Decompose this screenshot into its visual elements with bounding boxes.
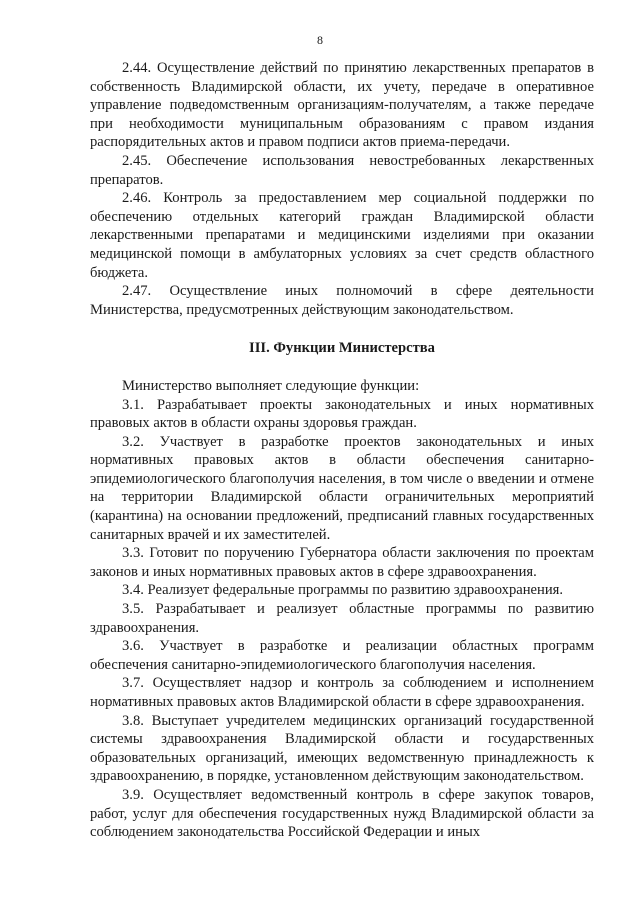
paragraph-2-44: 2.44. Осуществление действий по принятию лекарственных препаратов в собственность Владимирской области, их учету, передаче в оперативное управление подведомственным организациям-получателям, а также передаче при необходимости муниципальным образованиям с правом издания распорядительных актов и правом подписи актов приема-передачи. <box>90 60 594 151</box>
paragraph-3-2: 3.2. Участвует в разработке проектов законодательных и иных нормативных правовых актов в области обеспечения санитарно-эпидемиологического благополучия населения, в том числе о введении и отмене на территории Владимирской области ограничительных мероприятий (карантина) на основании предложений, предписаний главных государственных санитарных врачей и их заместителей. <box>90 433 594 543</box>
paragraph-2-45: 2.45. Обеспечение использования невостребованных лекарственных препаратов. <box>90 152 594 188</box>
section-heading: III. Функции Министерства <box>249 340 435 357</box>
document-body <box>90 59 594 842</box>
page-number: 8 <box>317 33 323 47</box>
paragraph-3-9: 3.9. Осуществляет ведомственный контроль в сфере закупок товаров, работ, услуг для обеспечения государственных нужд Владимирской области за соблюдением законодательства Российской Федерации и иных <box>90 786 594 841</box>
paragraph-intro: Министерство выполняет следующие функции: <box>122 377 420 394</box>
paragraph-2-47: 2.47. Осуществление иных полномочий в сфере деятельности Министерства, предусмотренных действующим законодательством. <box>90 283 594 318</box>
paragraph-3-6: 3.6. Участвует в разработке и реализации областных программ обеспечения санитарно-эпидемиологического благополучия населения. <box>90 638 594 673</box>
paragraph-3-8: 3.8. Выступает учредителем медицинских организаций государственной системы здравоохранения Владимирской области и государственных образовательных организаций, имеющих ведомственную принадлежность к здравоохранению, в порядке, установленном действующим законодательством. <box>90 712 594 785</box>
paragraph-2-46: 2.46. Контроль за предоставлением мер социальной поддержки по обеспечению отдельных категорий граждан Владимирской области лекарственными препаратами и медицинскими изделиями при оказании медицинской помощи в амбулаторных условиях за счет средств областного бюджета. <box>90 190 594 281</box>
paragraph-3-5: 3.5. Разрабатывает и реализует областные программы по развитию здравоохранения. <box>90 601 594 636</box>
paragraph-3-7: 3.7. Осуществляет надзор и контроль за соблюдением и исполнением нормативных правовых актов Владимирской области в сфере здравоохранения. <box>90 675 594 710</box>
paragraph-3-4: 3.4. Реализует федеральные программы по развитию здравоохранения. <box>122 582 563 599</box>
paragraph-3-1: 3.1. Разрабатывает проекты законодательных и иных нормативных правовых актов в области охраны здоровья граждан. <box>90 396 594 432</box>
paragraph-3-3: 3.3. Готовит по поручению Губернатора области заключения по проектам законов и иных нормативных правовых актов в сфере здравоохранения. <box>90 545 594 580</box>
